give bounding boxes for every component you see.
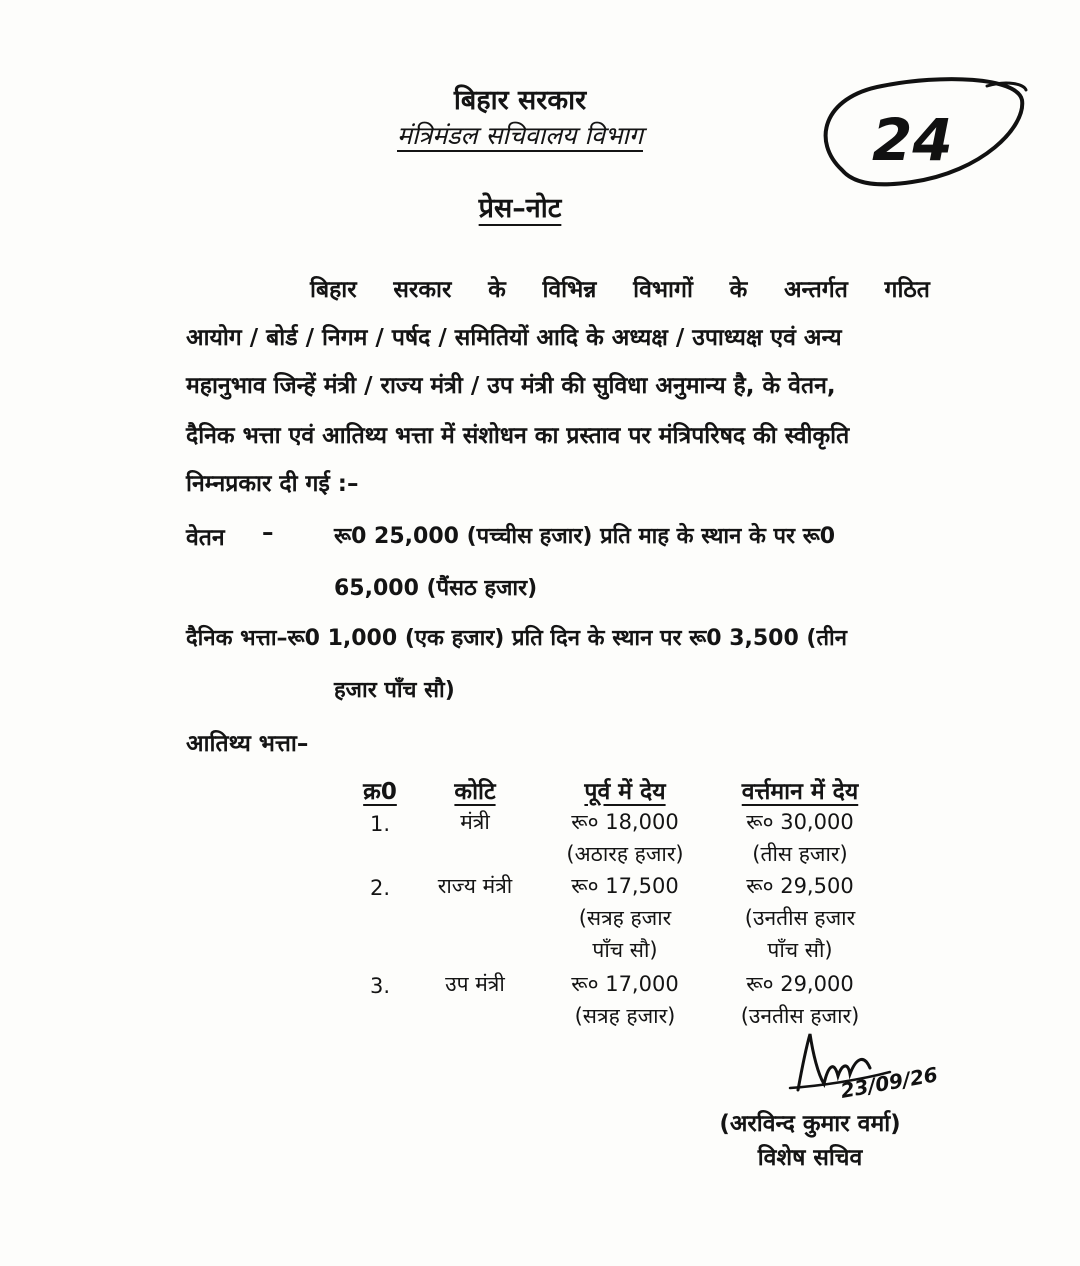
- intro-word: सरकार: [393, 277, 452, 303]
- handwritten-date: 23/09/26: [838, 1062, 940, 1103]
- intro-word: बिहार: [310, 277, 357, 303]
- circled-number-stamp: [812, 72, 1034, 204]
- col-header-current: वर्त्तमान में देय: [741, 779, 859, 805]
- row-2-current-words-1: (उनतीस हजार: [744, 906, 856, 930]
- row-2-current-amount: रू० 29,500: [746, 874, 854, 898]
- salary-dash: –: [262, 520, 274, 546]
- intro-line-3: महानुभाव जिन्हें मंत्री / राज्य मंत्री / उप मंत्री की सुविधा अनुमान्य है, के वेतन,: [186, 373, 836, 399]
- salary-text-2: 65,000 (पैंसठ हजार): [334, 576, 538, 601]
- col-header-serial: क्र0: [363, 779, 397, 805]
- department-heading: मंत्रिमंडल सचिवालय विभाग: [397, 121, 643, 150]
- daily-allowance-text-2: हजार पाँच सौ): [334, 678, 455, 703]
- col-header-previous: पूर्व में देय: [584, 779, 666, 805]
- hospitality-label: आतिथ्य भत्ता–: [186, 731, 309, 757]
- row-3-serial: 3.: [369, 974, 391, 998]
- row-3-previous-words: (सत्रह हजार): [574, 1004, 676, 1028]
- daily-allowance-text-1: दैनिक भत्ता–रू0 1,000 (एक हजार) प्रति दिन के स्थान पर रू0 3,500 (तीन: [186, 626, 847, 651]
- intro-word: के: [729, 277, 748, 303]
- intro-line-4: दैनिक भत्ता एवं आतिथ्य भत्ता में संशोधन का प्रस्ताव पर मंत्रिपरिषद की स्वीकृति: [186, 423, 850, 449]
- row-3-category: उप मंत्री: [445, 972, 505, 996]
- row-1-previous-amount: रू० 18,000: [571, 810, 679, 834]
- row-2-category: राज्य मंत्री: [437, 874, 513, 898]
- intro-line-2: आयोग / बोर्ड / निगम / पर्षद / समितियों आदि के अध्यक्ष / उपाध्यक्ष एवं अन्य: [186, 325, 842, 351]
- salary-label: वेतन: [186, 525, 225, 551]
- row-1-current-amount: रू० 30,000: [746, 810, 854, 834]
- intro-line-1: [310, 272, 930, 304]
- signatory-designation: विशेष सचिव: [757, 1145, 863, 1171]
- handwritten-signature: [780, 1028, 960, 1112]
- row-2-serial: 2.: [369, 876, 391, 900]
- col-header-category: कोटि: [454, 779, 496, 805]
- signatory-name: (अरविन्द कुमार वर्मा): [719, 1111, 901, 1137]
- row-3-previous-amount: रू० 17,000: [571, 972, 679, 996]
- row-2-previous-amount: रू० 17,500: [571, 874, 679, 898]
- intro-line-5: निम्नप्रकार दी गई :–: [186, 471, 359, 497]
- row-3-current-amount: रू० 29,000: [746, 972, 854, 996]
- row-1-category: मंत्री: [460, 810, 490, 834]
- intro-word: विभागों: [633, 277, 693, 303]
- press-note-title: प्रेस–नोट: [478, 193, 562, 224]
- row-1-current-words: (तीस हजार): [752, 842, 848, 866]
- row-1-previous-words: (अठारह हजार): [566, 842, 684, 866]
- row-3-current-words: (उनतीस हजार): [740, 1004, 860, 1028]
- salary-text-1: रू0 25,000 (पच्चीस हजार) प्रति माह के स्थान के पर रू0: [334, 524, 836, 549]
- row-2-current-words-2: पाँच सौ): [767, 938, 833, 962]
- government-heading: बिहार सरकार: [453, 85, 587, 116]
- row-2-previous-words-2: पाँच सौ): [592, 938, 658, 962]
- intro-word: विभिन्न: [542, 277, 597, 303]
- intro-word: अन्तर्गत: [783, 277, 848, 303]
- intro-word: के: [488, 277, 506, 303]
- stamp-number-text: 24: [872, 106, 953, 174]
- row-2-previous-words-1: (सत्रह हजार: [578, 906, 672, 930]
- row-1-serial: 1.: [369, 812, 391, 836]
- intro-word: गठित: [884, 277, 930, 303]
